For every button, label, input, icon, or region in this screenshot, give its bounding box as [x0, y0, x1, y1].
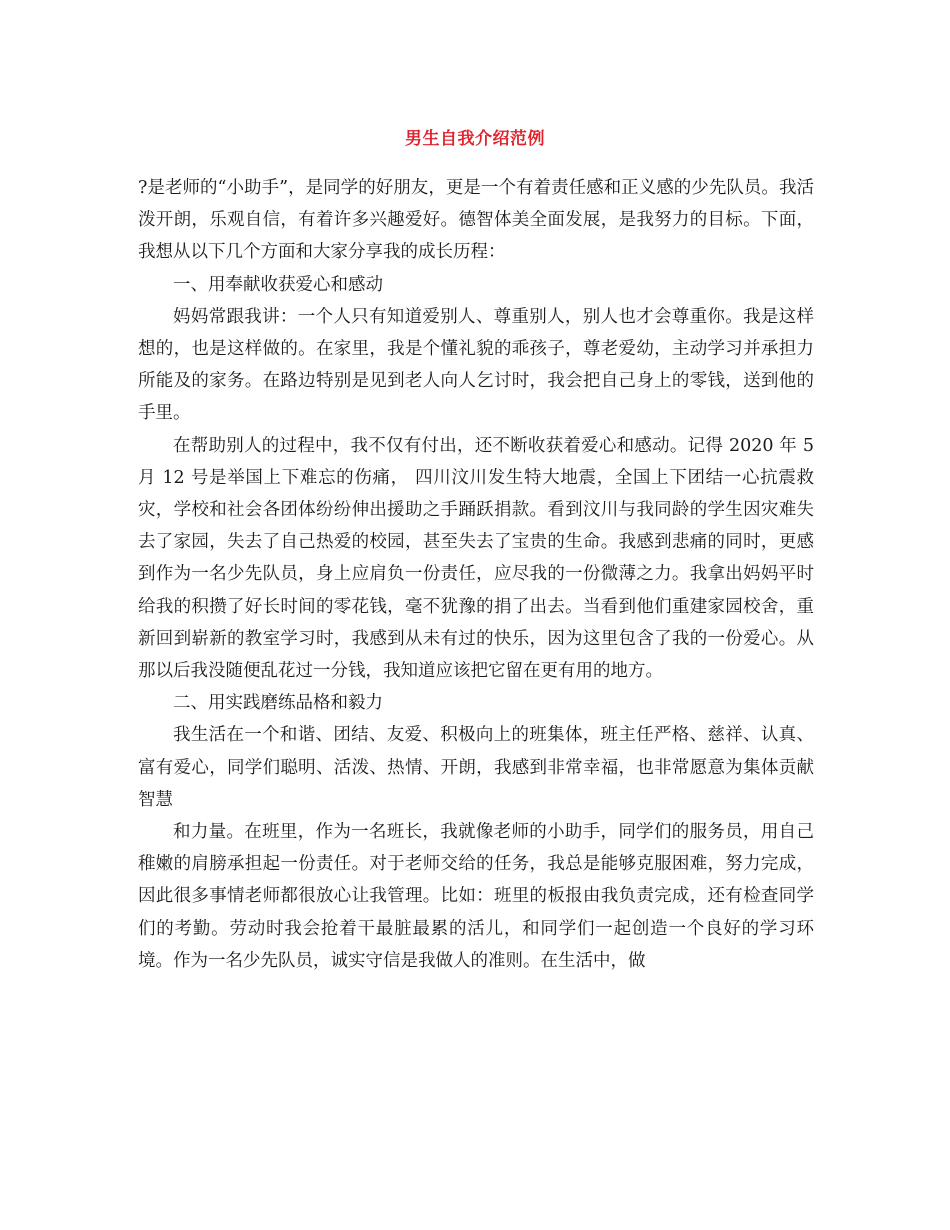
section-heading-2: 二、用实践磨练品格和毅力 — [173, 693, 383, 714]
body-paragraph: 和力量。在班里，作为一名班长，我就像老师的小助手，同学们的服务员，用自己稚嫩的肩膀承担起一份责任。对于老师交给的任务，我总是能够克服困难，努力完成，因此很多事情老师都很放心让我管理。比如：班里的板报由我负责完成，还有检查同学们的考勤。劳动时我会抢着干最脏最累的活儿，和同学们一起创造一个良好的学习环境。作为一名少先队员，诚实守信是我做人的准则。在生活中，做 — [138, 822, 814, 971]
body-paragraph: 在帮助别人的过程中，我不仅有付出，还不断收获着爱心和感动。记得 2020 年 5 月 12 号是举国上下难忘的伤痛， 四川汶川发生特大地震，全国上下团结一心抗震救灾，学校和社会各团体纷纷伸出援助之手踊跃捐款。看到汶川与我同龄的学生因灾难失去了家园，失去了自己热爱的校园，甚至失去了宝贵的生命。我感到悲痛的同时，更感到作为一名少先队员，身上应肩负一份责任，应尽我的一份微薄之力。我拿出妈妈平时给我的积攒了好长时间的零花钱，毫不犹豫的捐了出去。当看到他们重建家园校舍，重新回到崭新的教室学习时，我感到从未有过的快乐，因为这里包含了我的一份爱心。从那以后我没随便乱花过一分钱，我知道应该把它留在更有用的地方。 — [138, 435, 814, 682]
section-heading-1: 一、用奉献收获爱心和感动 — [173, 274, 383, 295]
document-title: 男生自我介绍范例 — [405, 129, 545, 149]
intro-paragraph: ?是老师的“小助手”，是同学的好朋友，更是一个有着责任感和正义感的少先队员。我活泼开朗，乐观自信，有着许多兴趣爱好。德智体美全面发展，是我努力的目标。下面，我想从以下几个方面和大家分享我的成长历程： — [138, 178, 814, 263]
body-paragraph: 妈妈常跟我讲：一个人只有知道爱别人、尊重别人，别人也才会尊重你。我是这样想的，也是这样做的。在家里，我是个懂礼貌的乖孩子，尊老爱幼，主动学习并承担力所能及的家务。在路边特别是见到老人向人乞讨时，我会把自己身上的零钱，送到他的手里。 — [138, 306, 814, 424]
body-paragraph: 我生活在一个和谐、团结、友爱、积极向上的班集体，班主任严格、慈祥、认真、富有爱心，同学们聪明、活泼、热情、开朗，我感到非常幸福，也非常愿意为集体贡献智慧 — [138, 725, 814, 810]
document-body — [138, 172, 814, 977]
